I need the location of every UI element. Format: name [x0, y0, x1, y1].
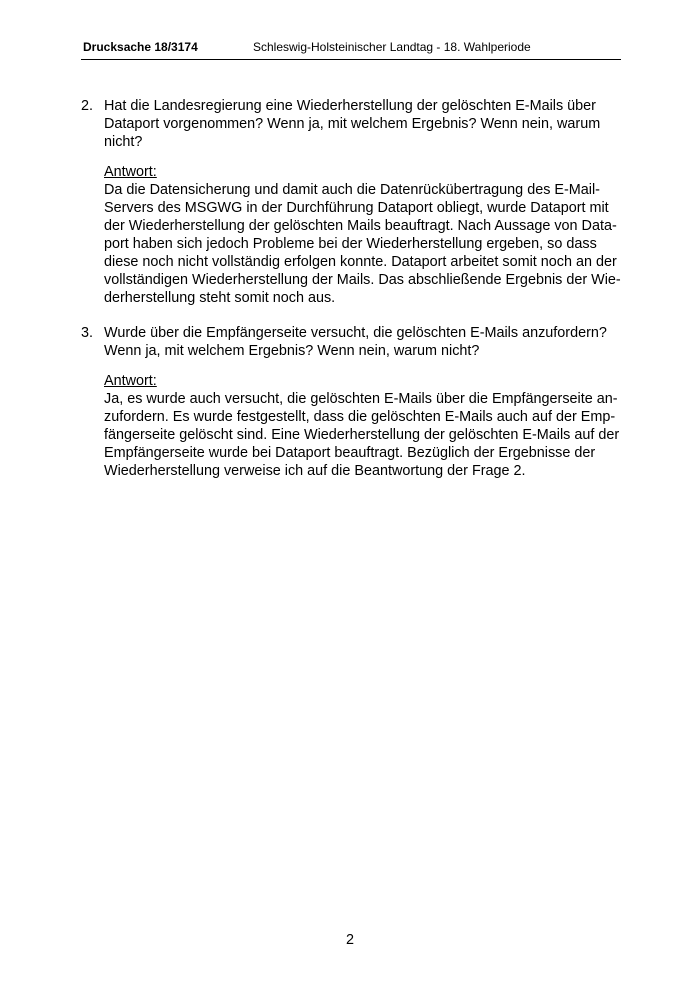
parliament-title: Schleswig-Holsteinischer Landtag - 18. Wahlperiode	[253, 40, 531, 54]
answer-text: Da die Datensicherung und damit auch die Datenrückübertragung des E-Mail- Servers des MSGWG in der Durchführung Dataport obliegt, wurde Dataport mit der Wiederherstellung der gelöschten Mails beauftragt. Nach Aussage von Data- port haben sich jedoch Probleme bei der Wiederherstellung ergeben, so dass diese noch nicht vollständig erfolgen konnte. Dataport arbeitet somit noch an der vollständigen Wiederherstellung der Mails. Das abschließende Ergebnis der Wie- derherstellung steht somit noch aus.	[104, 182, 621, 306]
question-number: 2.	[81, 98, 94, 114]
document-number: Drucksache 18/3174	[83, 40, 198, 54]
answer-label: Antwort:	[104, 164, 157, 180]
page-header	[81, 38, 621, 56]
header-divider	[81, 59, 621, 60]
question-text: Hat die Landesregierung eine Wiederherstellung der gelöschten E-Mails über Dataport vorgenommen? Wenn ja, mit welchem Ergebnis? Wenn nein, warum nicht?	[104, 98, 601, 150]
question-text: Wurde über die Empfängerseite versucht, die gelöschten E-Mails anzufordern? Wenn ja, mit welchem Ergebnis? Wenn nein, warum nicht?	[104, 325, 607, 359]
page-number: 2	[345, 932, 354, 948]
answer-label: Antwort:	[104, 373, 157, 389]
answer-text: Ja, es wurde auch versucht, die gelöschten E-Mails über die Empfängerseite an- zufordern. Es wurde festgestellt, dass die gelöschten E-Mails auch auf der Emp- fängerseite gelöscht sind. Eine Wiederherstellung der gelöschten E-Mails auf der Empfängerseite wurde bei Dataport beauftragt. Bezüglich der Ergebnisse der Wiederherstellung verweise ich auf die Beantwortung der Frage 2.	[104, 391, 620, 479]
question-number: 3.	[81, 325, 94, 341]
